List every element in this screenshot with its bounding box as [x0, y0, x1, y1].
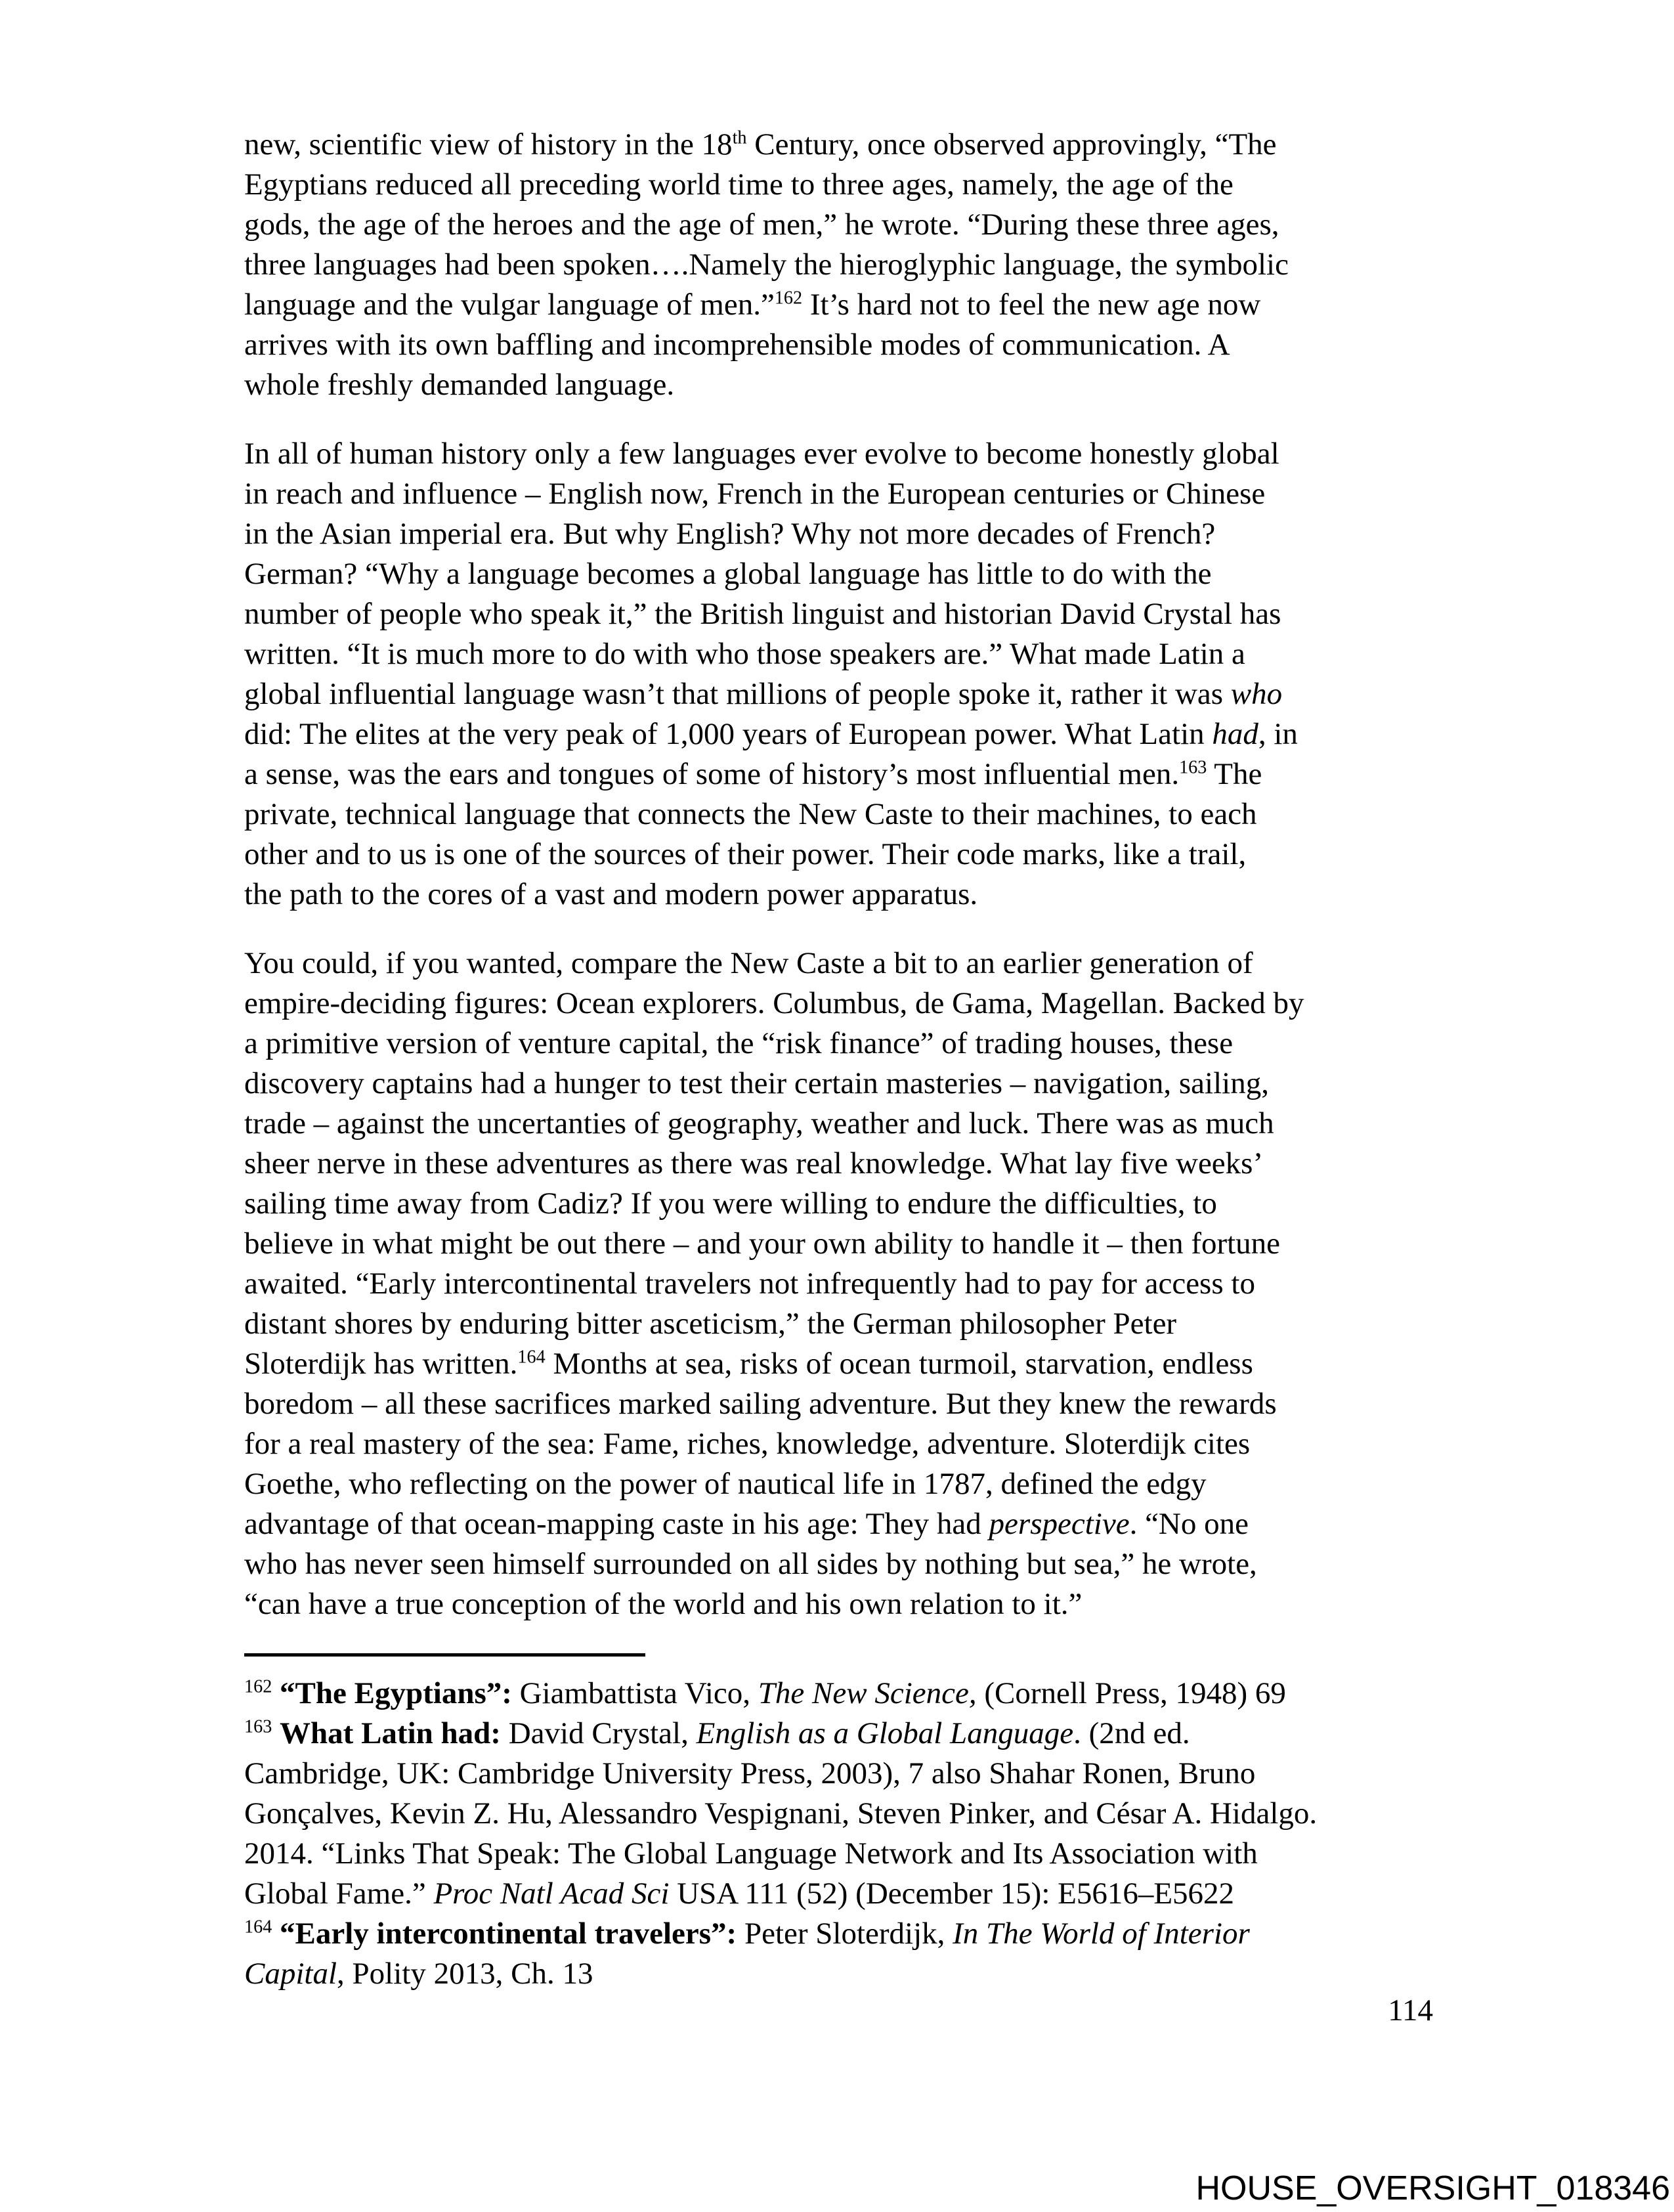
text-line: arrives with its own baffling and incomprehensible modes of communication. A — [244, 328, 1230, 362]
page-number: 114 — [1388, 1993, 1433, 2028]
text-line: written. “It is much more to do with who those speakers are.” What made Latin a — [244, 637, 1245, 671]
text-line: empire-deciding figures: Ocean explorers. Columbus, de Gama, Magellan. Backed by — [244, 986, 1304, 1020]
text-line: distant shores by enduring bitter asceticism,” the German philosopher Peter — [244, 1307, 1177, 1341]
paragraph — [244, 125, 1436, 405]
text-line: number of people who speak it,” the British linguist and historian David Crystal has — [244, 597, 1281, 631]
bates-stamp: HOUSE_OVERSIGHT_018346 — [1195, 2169, 1670, 2207]
text-line: Capital, Polity 2013, Ch. 13 — [244, 1957, 593, 1991]
text-line: sheer nerve in these adventures as there was real knowledge. What lay five weeks’ — [244, 1146, 1264, 1181]
text-line: other and to us is one of the sources of their power. Their code marks, like a trail, — [244, 837, 1247, 871]
text-line: “can have a true conception of the world and his own relation to it.” — [244, 1587, 1083, 1621]
text-line: believe in what might be out there – and your own ability to handle it – then fortune — [244, 1226, 1281, 1261]
text-line: in reach and influence – English now, French in the European centuries or Chinese — [244, 477, 1266, 511]
text-line: $^{162}$ “The Egyptians”: Giambattista Vico, The New Science, (Cornell Press, 1948) 69 — [244, 1676, 1286, 1710]
text-line: advantage of that ocean-mapping caste in his age: They had perspective. “No one — [244, 1507, 1249, 1541]
text-line: In all of human history only a few languages ever evolve to become honestly global — [244, 437, 1279, 471]
text-line: did: The elites at the very peak of 1,000 years of European power. What Latin had, in — [244, 717, 1298, 751]
text-line: the path to the cores of a vast and modern power apparatus. — [244, 877, 978, 911]
text-line: discovery captains had a hunger to test their certain masteries – navigation, sailing, — [244, 1066, 1269, 1100]
text-line: German? “Why a language becomes a global language has little to do with the — [244, 557, 1212, 591]
text-line: awaited. “Early intercontinental travelers not infrequently had to pay for access to — [244, 1267, 1255, 1301]
text-line: gods, the age of the heroes and the age of men,” he wrote. “During these three ages, — [244, 207, 1279, 242]
text-line: language and the vulgar language of men.”$^{162}$ It’s hard not to feel the new age now — [244, 288, 1261, 322]
text-line: private, technical language that connects the New Caste to their machines, to each — [244, 797, 1257, 831]
text-line: Global Fame.” Proc Natl Acad Sci USA 111 (52) (December 15): E5616–E5622 — [244, 1876, 1235, 1911]
text-line: $^{164}$ “Early intercontinental travelers”: Peter Sloterdijk, In The World of Interior — [244, 1917, 1250, 1951]
text-line: boredom – all these sacrifices marked sailing adventure. But they knew the rewards — [244, 1387, 1277, 1421]
text-line: 2014. “Links That Speak: The Global Language Network and Its Association with — [244, 1836, 1258, 1871]
footnote-separator — [244, 1653, 645, 1657]
text-line: global influential language wasn’t that millions of people spoke it, rather it was who — [244, 677, 1283, 711]
text-line: a primitive version of venture capital, the “risk finance” of trading houses, these — [244, 1026, 1234, 1060]
text-line: three languages had been spoken….Namely the hieroglyphic language, the symbolic — [244, 248, 1289, 282]
footnotes-section — [244, 1674, 1436, 1994]
text-line: for a real mastery of the sea: Fame, riches, knowledge, adventure. Sloterdijk cites — [244, 1427, 1251, 1461]
text-line: who has never seen himself surrounded on all sides by nothing but sea,” he wrote, — [244, 1547, 1257, 1581]
text-line: a sense, was the ears and tongues of some of history’s most influential men.$^{163}$ The — [244, 757, 1262, 791]
text-line: whole freshly demanded language. — [244, 368, 675, 402]
text-line: sailing time away from Cadiz? If you were willing to endure the difficulties, to — [244, 1186, 1217, 1221]
text-line: Goethe, who reflecting on the power of nautical life in 1787, defined the edgy — [244, 1467, 1207, 1501]
text-line: Egyptians reduced all preceding world time to three ages, namely, the age of the — [244, 167, 1234, 202]
body-text — [244, 0, 1436, 1624]
text-line: Cambridge, UK: Cambridge University Press, 2003), 7 also Shahar Ronen, Bruno — [244, 1756, 1256, 1790]
paragraph — [244, 943, 1436, 1624]
text-line: in the Asian imperial era. But why English? Why not more decades of French? — [244, 517, 1216, 551]
paragraph — [244, 434, 1436, 915]
text-line: Gonçalves, Kevin Z. Hu, Alessandro Vespignani, Steven Pinker, and César A. Hidalgo. — [244, 1796, 1318, 1831]
text-line: Sloterdijk has written.$^{164}$ Months at sea, risks of ocean turmoil, starvation, endless — [244, 1347, 1253, 1381]
text-line: You could, if you wanted, compare the New Caste a bit to an earlier generation of — [244, 946, 1253, 980]
text-line: trade – against the uncertanties of geography, weather and luck. There was as much — [244, 1106, 1274, 1140]
text-line: new, scientific view of history in the 18th Century, once observed approvingly, “The — [244, 127, 1277, 162]
text-line: $^{163}$ What Latin had: David Crystal, English as a Global Language. (2nd ed. — [244, 1716, 1190, 1750]
